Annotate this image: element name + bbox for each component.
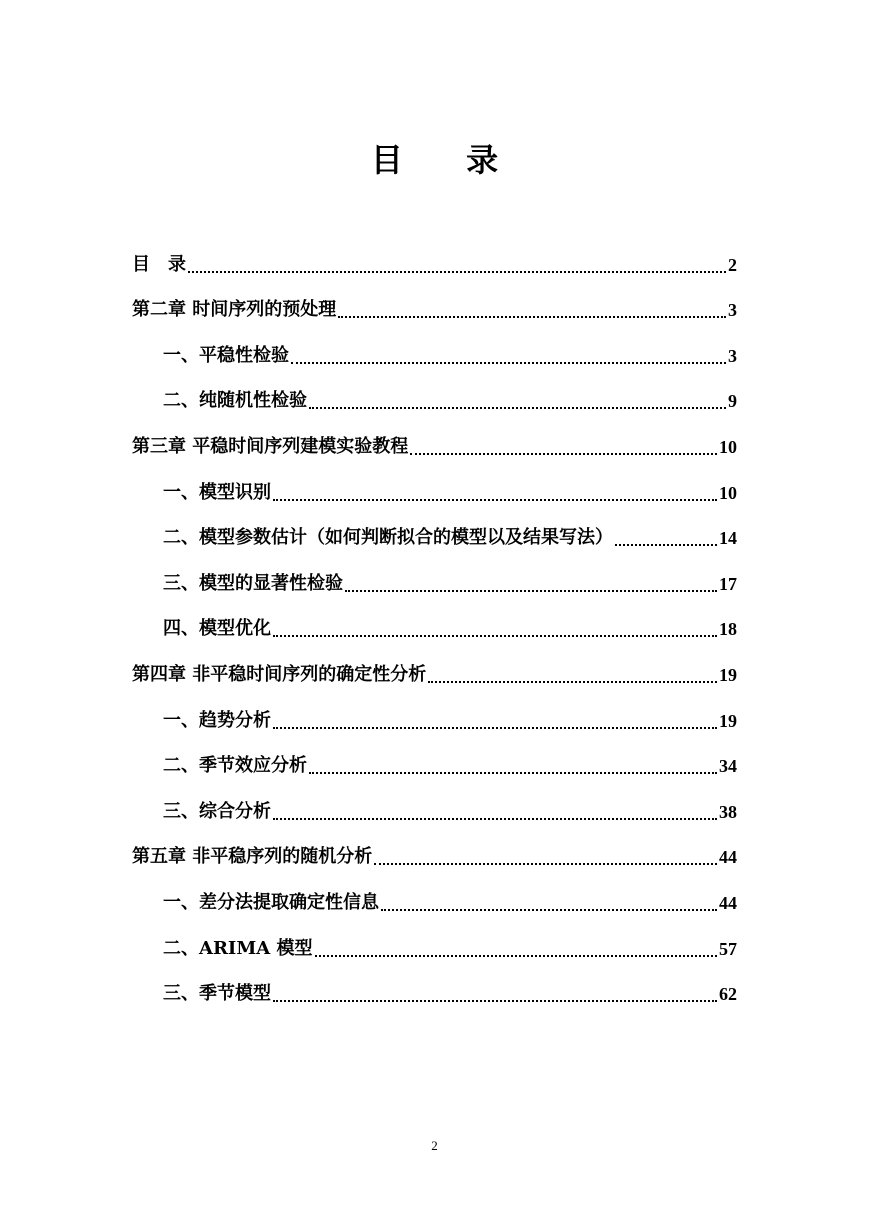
toc-entry-page: 62 bbox=[719, 984, 737, 1005]
toc-dot-leader bbox=[428, 681, 717, 683]
table-of-contents bbox=[132, 236, 737, 1011]
toc-entry-label: 第四章 非平稳时间序列的确定性分析 bbox=[132, 663, 427, 685]
toc-entry[interactable] bbox=[132, 282, 737, 328]
toc-entry-page: 10 bbox=[719, 436, 737, 457]
toc-entry[interactable] bbox=[132, 601, 737, 647]
toc-entry[interactable] bbox=[132, 327, 737, 373]
toc-entry-label: 一、平稳性检验 bbox=[163, 344, 289, 366]
toc-dot-leader bbox=[273, 635, 717, 637]
toc-entry[interactable] bbox=[132, 783, 737, 829]
page-title: 目 录 bbox=[370, 141, 525, 179]
toc-dot-leader bbox=[309, 407, 726, 409]
toc-entry[interactable] bbox=[132, 510, 737, 556]
toc-dot-leader bbox=[273, 1000, 717, 1002]
toc-entry-page: 57 bbox=[719, 938, 737, 959]
toc-entry-label: 一、趋势分析 bbox=[163, 709, 271, 731]
toc-entry-label: 第三章 平稳时间序列建模实验教程 bbox=[132, 435, 409, 457]
toc-entry[interactable] bbox=[132, 373, 737, 419]
toc-entry[interactable] bbox=[132, 236, 737, 282]
toc-dot-leader bbox=[273, 818, 717, 820]
toc-dot-leader bbox=[615, 544, 717, 546]
toc-entry-page: 44 bbox=[719, 892, 737, 913]
toc-entry-label: 一、模型识别 bbox=[163, 481, 271, 503]
toc-entry-page: 2 bbox=[728, 254, 737, 275]
toc-entry-label: 二、纯随机性检验 bbox=[163, 390, 307, 412]
toc-entry-page: 14 bbox=[719, 528, 737, 549]
toc-entry-page: 10 bbox=[719, 482, 737, 503]
toc-dot-leader bbox=[381, 909, 717, 911]
toc-entry[interactable] bbox=[132, 920, 737, 966]
toc-entry[interactable] bbox=[132, 646, 737, 692]
toc-entry-page: 19 bbox=[719, 664, 737, 685]
toc-entry-page: 17 bbox=[719, 573, 737, 594]
toc-dot-leader bbox=[273, 727, 717, 729]
toc-entry-label: 三、季节模型 bbox=[163, 983, 271, 1005]
toc-entry-page: 38 bbox=[719, 801, 737, 822]
toc-entry[interactable] bbox=[132, 738, 737, 784]
toc-entry[interactable] bbox=[132, 555, 737, 601]
toc-entry-label: 二、季节效应分析 bbox=[163, 755, 307, 777]
toc-dot-leader bbox=[291, 362, 726, 364]
toc-dot-leader bbox=[338, 316, 726, 318]
toc-entry-page: 34 bbox=[719, 756, 737, 777]
toc-entry-label: 一、差分法提取确定性信息 bbox=[163, 891, 379, 913]
toc-dot-leader bbox=[315, 955, 717, 957]
toc-dot-leader bbox=[410, 453, 717, 455]
toc-entry-page: 44 bbox=[719, 847, 737, 868]
toc-dot-leader bbox=[345, 590, 717, 592]
toc-entry-label: 四、模型优化 bbox=[163, 618, 271, 640]
toc-entry[interactable] bbox=[132, 464, 737, 510]
toc-entry[interactable] bbox=[132, 966, 737, 1012]
toc-entry-label: 二、模型参数估计（如何判断拟合的模型以及结果写法） bbox=[163, 527, 613, 549]
toc-entry[interactable] bbox=[132, 874, 737, 920]
toc-entry[interactable] bbox=[132, 829, 737, 875]
toc-entry-page: 18 bbox=[719, 619, 737, 640]
toc-entry-page: 3 bbox=[728, 345, 737, 366]
toc-entry-page: 3 bbox=[728, 300, 737, 321]
toc-entry-label: 三、综合分析 bbox=[163, 800, 271, 822]
toc-dot-leader bbox=[188, 271, 726, 273]
toc-entry-label: 二、ARIMA 模型 bbox=[163, 937, 313, 959]
toc-entry-label: 第二章 时间序列的预处理 bbox=[132, 299, 337, 321]
toc-dot-leader bbox=[309, 772, 717, 774]
toc-entry-label: 第五章 非平稳序列的随机分析 bbox=[132, 846, 373, 868]
toc-dot-leader bbox=[273, 499, 717, 501]
toc-entry[interactable] bbox=[132, 418, 737, 464]
toc-entry-label: 目 录 bbox=[132, 253, 186, 275]
toc-entry-label: 三、模型的显著性检验 bbox=[163, 572, 343, 594]
page-number: 2 bbox=[431, 1138, 438, 1153]
toc-entry-page: 19 bbox=[719, 710, 737, 731]
toc-entry-page: 9 bbox=[728, 391, 737, 412]
toc-dot-leader bbox=[374, 863, 717, 865]
toc-entry[interactable] bbox=[132, 692, 737, 738]
